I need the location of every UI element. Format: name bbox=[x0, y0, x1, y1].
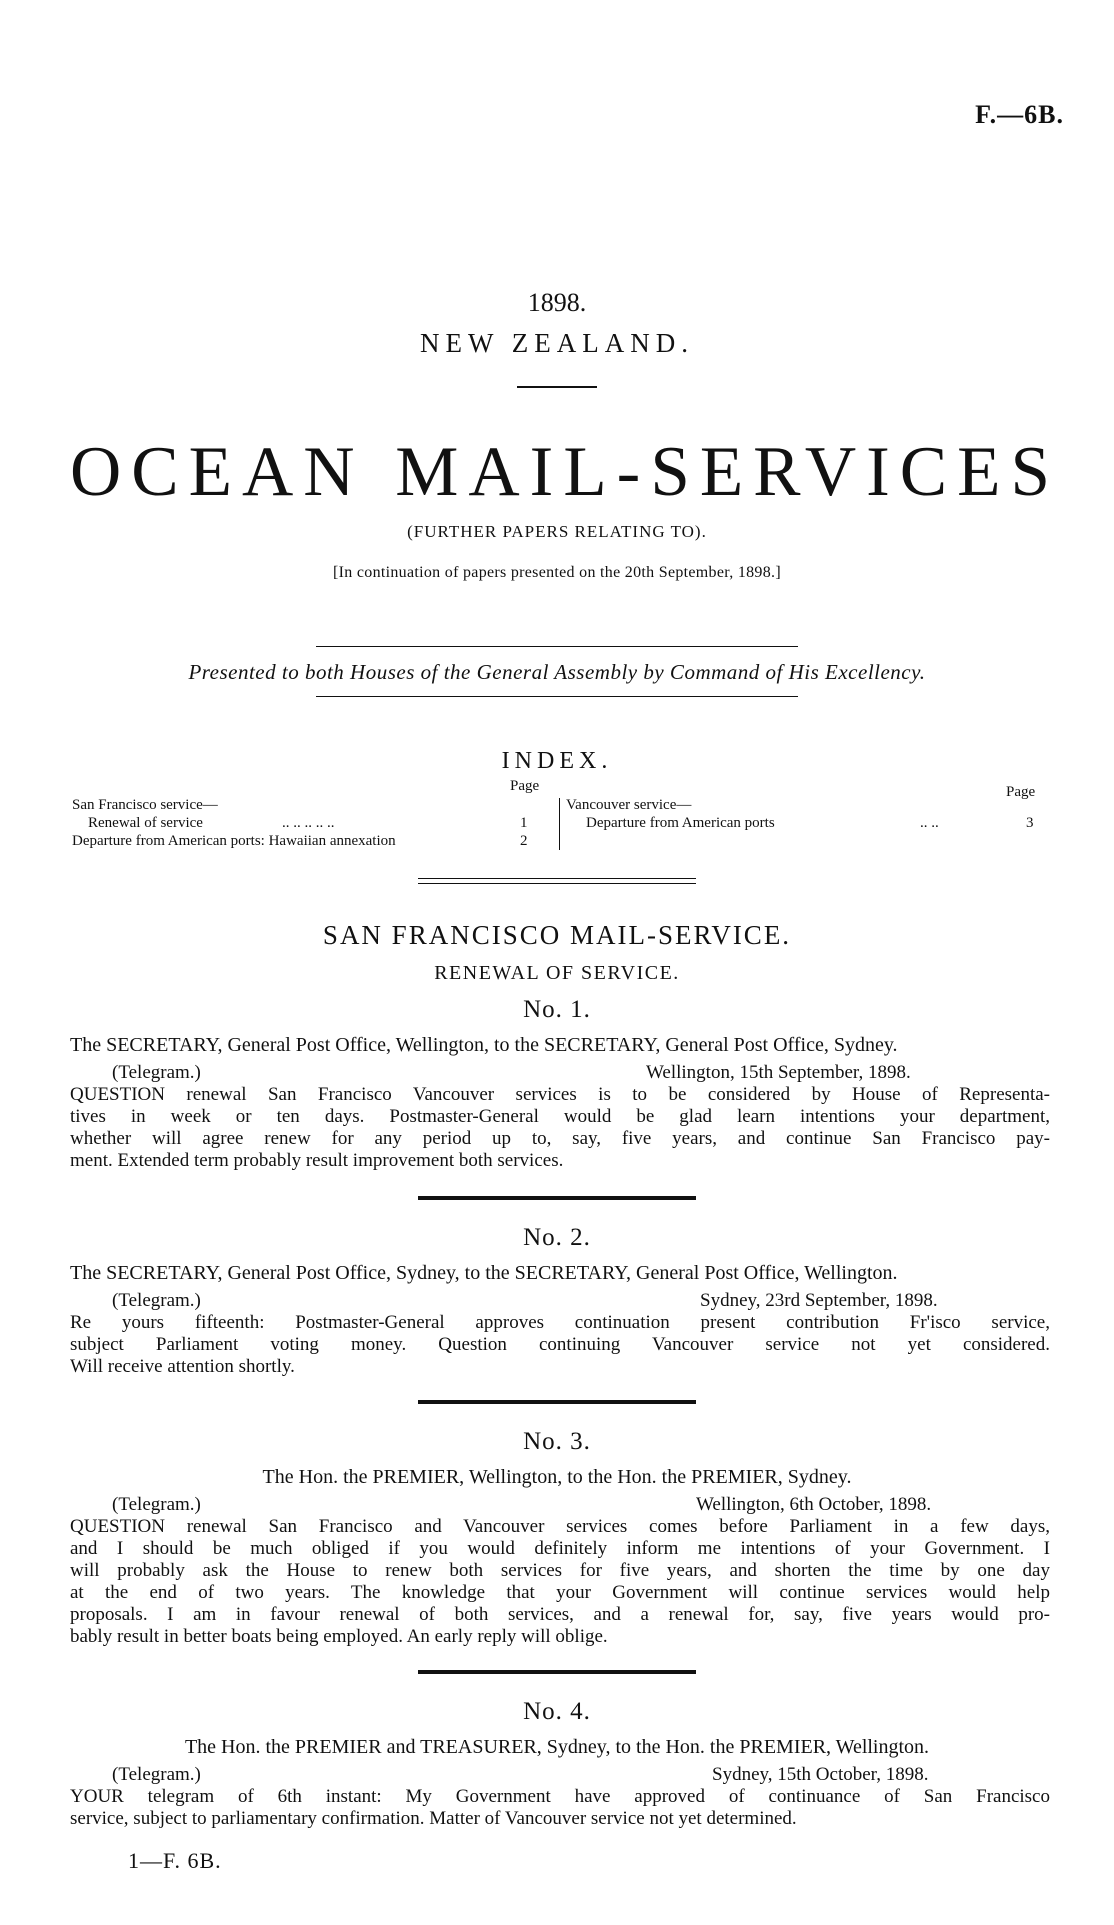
body-line: at the end of two years. The knowledge that your Government will continue services would help bbox=[70, 1582, 1050, 1603]
index-title: INDEX. bbox=[501, 748, 613, 774]
body-line: Re yours fifteenth: Postmaster-General approves continuation present contribution Fr'isco service, bbox=[70, 1312, 1050, 1333]
index-left-item-page: 2 bbox=[520, 833, 528, 849]
letter-number: No. 1. bbox=[523, 996, 591, 1023]
body-line: service, subject to parliamentary confirmation. Matter of Vancouver service not yet determined. bbox=[70, 1808, 797, 1829]
separator-rule bbox=[418, 1670, 696, 1674]
letter-heading-text: The Hon. the PREMIER, Wellington, to the Hon. the PREMIER, Sydney. bbox=[262, 1466, 852, 1488]
index-left-item-label: Renewal of service bbox=[88, 815, 203, 831]
double-rule-top bbox=[418, 878, 696, 879]
letter-body bbox=[70, 1084, 1050, 1172]
index-page-label-left: Page bbox=[510, 778, 540, 794]
index-right-item-label: Departure from American ports bbox=[586, 815, 775, 831]
rule-below-presented bbox=[316, 696, 798, 697]
letter-number: No. 3. bbox=[523, 1428, 591, 1455]
letter-number: No. 2. bbox=[523, 1224, 591, 1251]
index-right-group: Vancouver service— bbox=[566, 797, 692, 813]
telegram-label: (Telegram.) bbox=[112, 1062, 201, 1083]
body-line: YOUR telegram of 6th instant: My Government have approved of continuance of San Francisco bbox=[70, 1786, 1050, 1807]
body-line: bably result in better boats being employed. An early reply will oblige. bbox=[70, 1626, 608, 1647]
body-line: will probably ask the House to renew both services for five years, and shorten the time by one day bbox=[70, 1560, 1050, 1581]
rule-above-presented bbox=[316, 646, 798, 647]
telegram-label: (Telegram.) bbox=[112, 1494, 201, 1515]
index-left-item-page: 1 bbox=[520, 815, 528, 831]
section-subtitle: RENEWAL OF SERVICE. bbox=[434, 962, 680, 984]
letter-heading-text: The SECRETARY, General Post Office, Sydney, to the SECRETARY, General Post Office, Wellington. bbox=[70, 1262, 898, 1284]
index-right-item-page: 3 bbox=[1026, 815, 1034, 831]
dateline: Wellington, 6th October, 1898. bbox=[696, 1494, 932, 1515]
separator-rule bbox=[418, 1196, 696, 1200]
dateline: Wellington, 15th September, 1898. bbox=[646, 1062, 911, 1083]
section-title: SAN FRANCISCO MAIL-SERVICE. bbox=[322, 920, 792, 950]
separator-rule bbox=[418, 1400, 696, 1404]
document-subtitle: (FURTHER PAPERS RELATING TO). bbox=[407, 522, 707, 541]
document-title: OCEAN MAIL-SERVICES bbox=[70, 433, 1060, 511]
letter-body bbox=[70, 1786, 1050, 1830]
paper-reference: F.—6B. bbox=[975, 100, 1064, 129]
country: NEW ZEALAND. bbox=[420, 328, 694, 358]
letter-heading bbox=[70, 1262, 1050, 1285]
short-rule bbox=[517, 386, 597, 388]
letter-heading-text: The Hon. the PREMIER and TREASURER, Sydney, to the Hon. the PREMIER, Wellington. bbox=[184, 1736, 930, 1758]
telegram-label: (Telegram.) bbox=[112, 1764, 201, 1785]
index-left-item-label: Departure from American ports: Hawaiian annexation bbox=[72, 833, 396, 849]
letter-body bbox=[70, 1516, 1050, 1648]
page-signature: 1—F. 6B. bbox=[128, 1848, 222, 1873]
body-line: and I should be much obliged if you would definitely inform me intentions of your Government. I bbox=[70, 1538, 1050, 1559]
body-line: proposals. I am in favour renewal of both services, and a renewal for, say, five years would pro- bbox=[70, 1604, 1050, 1625]
year: 1898. bbox=[527, 288, 587, 317]
body-line: ment. Extended term probably result improvement both services. bbox=[70, 1150, 564, 1171]
presented-line: Presented to both Houses of the General Assembly by Command of His Excellency. bbox=[188, 660, 926, 684]
index-left-item-dots: .. .. .. .. .. bbox=[282, 815, 335, 831]
letter-heading bbox=[0, 1736, 1114, 1759]
index-page-label-right: Page bbox=[1006, 784, 1036, 800]
dateline: Sydney, 15th October, 1898. bbox=[712, 1764, 929, 1785]
index-right-item-dots: .. .. bbox=[920, 815, 939, 831]
body-line: whether will agree renew for any period up to, say, five years, and continue San Francisco pay- bbox=[70, 1128, 1050, 1149]
letter-body bbox=[70, 1312, 1050, 1378]
letter-number: No. 4. bbox=[523, 1698, 591, 1725]
body-line: Will receive attention shortly. bbox=[70, 1356, 295, 1377]
dateline: Sydney, 23rd September, 1898. bbox=[700, 1290, 938, 1311]
letter-heading-text: The SECRETARY, General Post Office, Wellington, to the SECRETARY, General Post Office, Sydney. bbox=[70, 1034, 898, 1056]
body-line: subject Parliament voting money. Question continuing Vancouver service not yet considered. bbox=[70, 1334, 1050, 1355]
body-line: QUESTION renewal San Francisco Vancouver services is to be considered by House of Representa- bbox=[70, 1084, 1050, 1105]
continuation-note: [In continuation of papers presented on the 20th September, 1898.] bbox=[333, 564, 781, 581]
body-line: tives in week or ten days. Postmaster-General would be glad learn intentions your department, bbox=[70, 1106, 1050, 1127]
index-left-group: San Francisco service— bbox=[72, 797, 218, 813]
index-column-divider bbox=[559, 798, 560, 850]
letter-heading bbox=[70, 1034, 1050, 1057]
double-rule-bottom bbox=[418, 883, 696, 884]
letter-heading bbox=[0, 1466, 1114, 1489]
telegram-label: (Telegram.) bbox=[112, 1290, 201, 1311]
body-line: QUESTION renewal San Francisco and Vancouver services comes before Parliament in a few days, bbox=[70, 1516, 1050, 1537]
